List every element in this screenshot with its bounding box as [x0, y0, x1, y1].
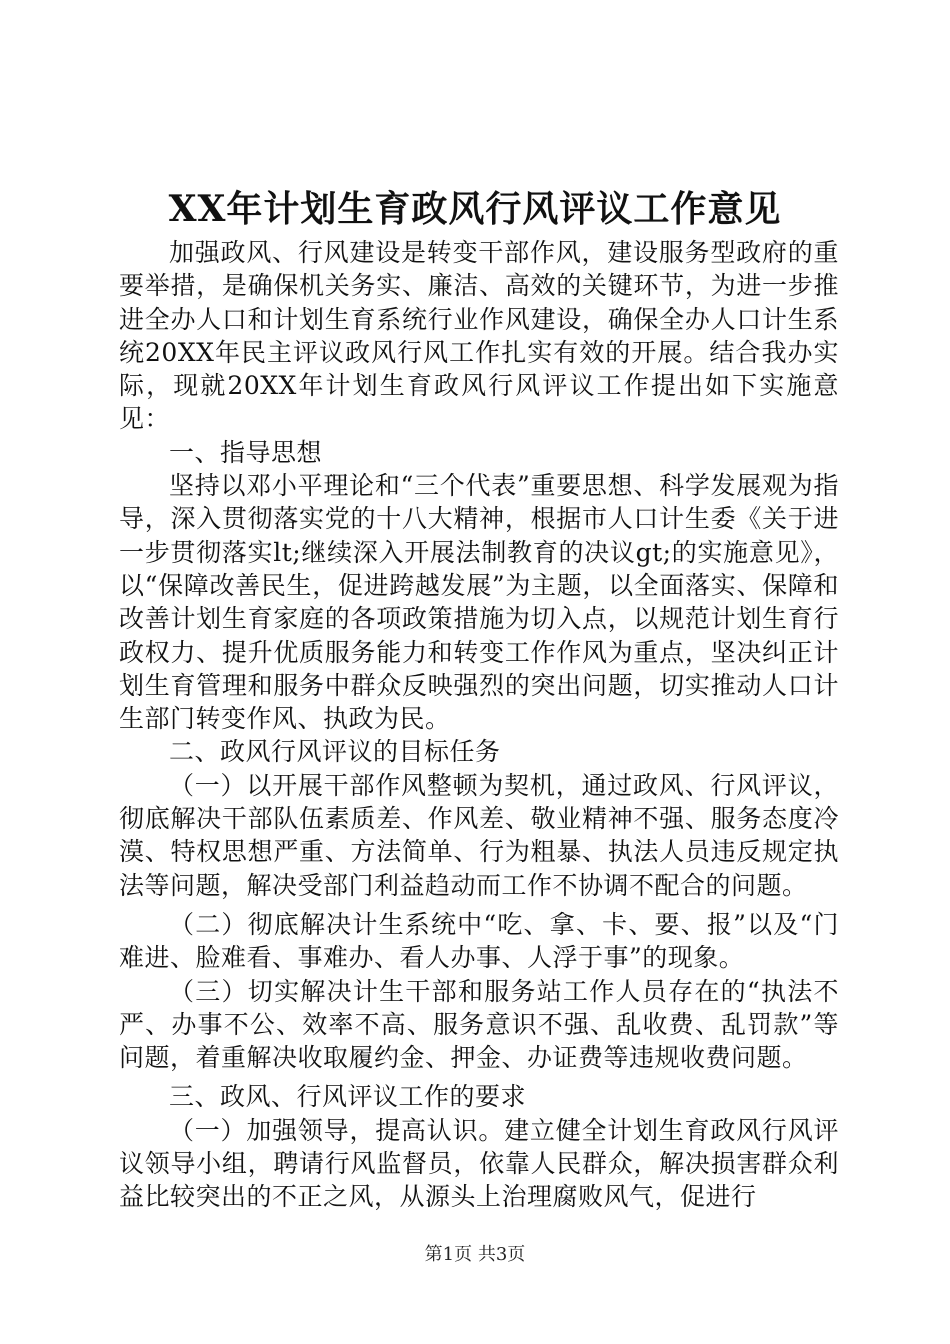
paragraph-requirement-1: （一）加强领导，提高认识。建立健全计划生育政风行风评议领导小组，聘请行风监督员，依靠人民群众，解决损害群众利益比较突出的不正之风，从源头上治理腐败风气，促进行 — [119, 1115, 839, 1212]
paragraph-goal-2: （二）彻底解决计生系统中“吃、拿、卡、要、报”以及“门难进、脸难看、事难办、看人办事、人浮于事”的现象。 — [119, 909, 839, 973]
paragraph-guiding-ideology: 坚持以邓小平理论和“三个代表”重要思想、科学发展观为指导，深入贯彻落实党的十八大精神，根据市人口计生委《关于进一步贯彻落实lt;继续深入开展法制教育的决议gt;的实施意见》，以“保障改善民生，促进跨越发展”为主题，以全面落实、保障和改善计划生育家庭的各项政策措施为切入点，以规范计划生育行政权力、提升优质服务能力和转变工作作风为重点，坚决纠正计划生育管理和服务中群众反映强烈的突出问题，切实推动人口计生部门转变作风、执政为民。 — [119, 471, 839, 734]
document-title: XX年计划生育政风行风评议工作意见 — [168, 188, 782, 230]
section-heading-requirements: 三、政风、行风评议工作的要求 — [169, 1082, 527, 1112]
paragraph-goal-1: （一）以开展干部作风整顿为契机，通过政风、行风评议，彻底解决干部队伍素质差、作风差、敬业精神不强、服务态度冷漠、特权思想严重、方法简单、行为粗暴、执法人员违反规定执法等问题，解决受部门利益趋动而工作不协调不配合的问题。 — [119, 770, 839, 900]
page-footer: 第1页 共3页 — [424, 1244, 526, 1265]
document-body — [119, 236, 839, 1214]
section-heading-guiding-ideology: 一、指导思想 — [169, 437, 323, 467]
paragraph-goal-3: （三）切实解决计生干部和服务站工作人员存在的“执法不严、办事不公、效率不高、服务意识不强、乱收费、乱罚款”等问题，着重解决收取履约金、押金、办证费等违规收费问题。 — [119, 976, 839, 1073]
section-heading-goals: 二、政风行风评议的目标任务 — [169, 737, 501, 767]
paragraph-intro: 加强政风、行风建设是转变干部作风，建设服务型政府的重要举措，是确保机关务实、廉洁、高效的关键环节，为进一步推进全办人口和计划生育系统行业作风建设，确保全办人口计生系统20XX年民主评议政风行风工作扎实有效的开展。结合我办实际，现就20XX年计划生育政风行风评议工作提出如下实施意见： — [119, 238, 839, 434]
